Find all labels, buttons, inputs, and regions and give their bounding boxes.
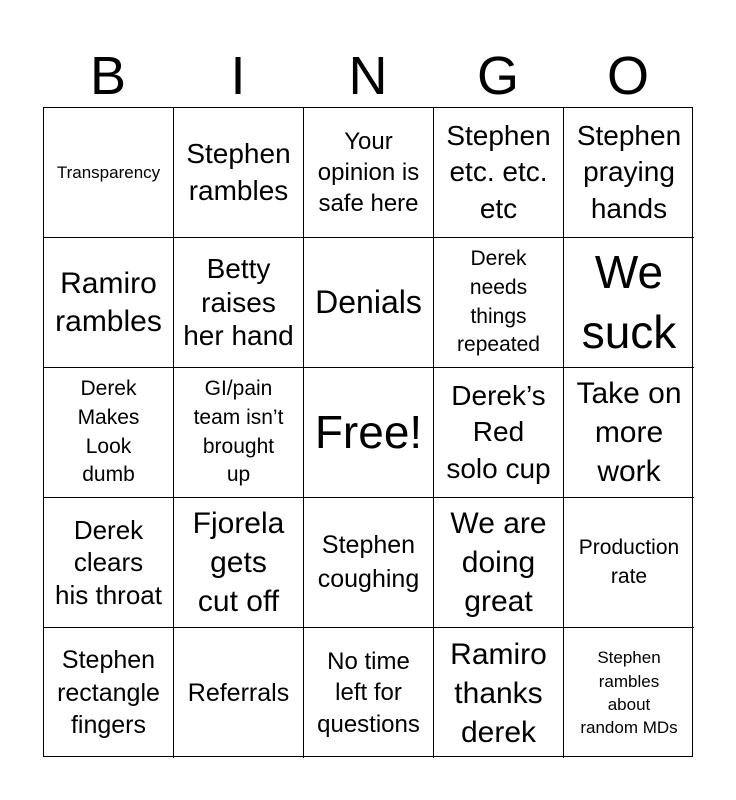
header-letter-o: O bbox=[606, 46, 649, 106]
bingo-cell-r2c2[interactable]: Betty raises her hand bbox=[174, 238, 304, 368]
bingo-cell-r3c2[interactable]: GI/pain team isn’t brought up bbox=[174, 368, 304, 498]
bingo-cell-r1c3[interactable]: Your opinion is safe here bbox=[304, 108, 434, 238]
bingo-cell-r2c5[interactable]: We suck bbox=[564, 238, 694, 368]
bingo-cell-r4c2[interactable]: Fjorela gets cut off bbox=[174, 498, 304, 628]
bingo-cell-r1c5[interactable]: Stephen praying hands bbox=[564, 108, 694, 238]
header-letter-b: B bbox=[89, 46, 127, 106]
bingo-cell-r3c5[interactable]: Take on more work bbox=[564, 368, 694, 498]
bingo-cell-r2c4[interactable]: Derek needs things repeated bbox=[434, 238, 564, 368]
free-space-cell[interactable]: Free! bbox=[304, 368, 434, 498]
bingo-cell-r4c5[interactable]: Production rate bbox=[564, 498, 694, 628]
bingo-cell-r4c4[interactable]: We are doing great bbox=[434, 498, 564, 628]
bingo-cell-r2c1[interactable]: Ramiro rambles bbox=[44, 238, 174, 368]
bingo-cell-r5c5[interactable]: Stephen rambles about random MDs bbox=[580, 648, 678, 738]
bingo-cell-r4c3[interactable]: Stephen coughing bbox=[304, 498, 434, 628]
bingo-cell-r1c4[interactable]: Stephen etc. etc. etc bbox=[434, 108, 564, 238]
header-letter-n: N bbox=[348, 46, 388, 106]
bingo-cell-r1c1[interactable]: Transparency bbox=[44, 108, 174, 238]
bingo-cell-r3c1[interactable]: Derek Makes Look dumb bbox=[44, 368, 174, 498]
bingo-cell-r4c1[interactable]: Derek clears his throat bbox=[44, 498, 174, 628]
header-letter-g: G bbox=[476, 46, 519, 106]
bingo-cell-r5c3[interactable]: No time left for questions bbox=[304, 628, 434, 758]
bingo-cell-r2c3[interactable]: Denials bbox=[304, 238, 434, 368]
bingo-cell-r5c4[interactable]: Ramiro thanks derek bbox=[434, 628, 564, 758]
bingo-cell-r1c2[interactable]: Stephen rambles bbox=[174, 108, 304, 238]
bingo-cell-r5c2[interactable]: Referrals bbox=[174, 628, 304, 758]
bingo-header bbox=[43, 44, 693, 108]
header-letter-i: I bbox=[230, 46, 246, 106]
bingo-cell-r3c4[interactable]: Derek’s Red solo cup bbox=[434, 368, 564, 498]
bingo-cell-r5c1[interactable]: Stephen rectangle fingers bbox=[44, 628, 174, 758]
bingo-board bbox=[43, 107, 693, 757]
